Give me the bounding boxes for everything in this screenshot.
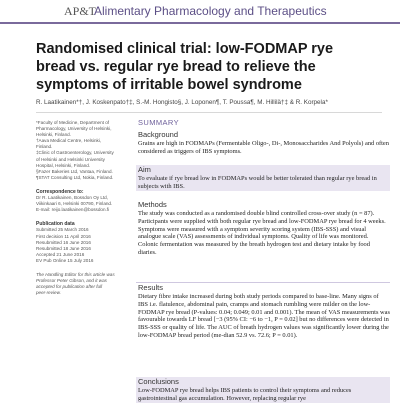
publication-line: First decision 11 April 2016 bbox=[36, 233, 91, 239]
aim-section bbox=[136, 165, 390, 191]
publication-heading: Publication data bbox=[36, 221, 75, 228]
sidebar bbox=[36, 120, 126, 304]
editor-note-line: peer-review. bbox=[36, 290, 61, 296]
methods-text: The study was conducted as a randomised double blind controlled cross-over study (n = 87). Participants were supplied with both regular rye bread and low-FODMAP rye bread for 4 weeks. Symptoms were measured with a symptom severity scoring system (IBS-SSS) and visual analogue scale (VAS) assessments of individual symptoms. Quality of life was monitored. Colonic fermentation was measured by the breath hydrogen test and dietary intake by food diaries. bbox=[138, 210, 386, 256]
affiliation-line: *Faculty of Medicine, Department of bbox=[36, 120, 110, 125]
affiliation-line: Helsinki, Finland. bbox=[36, 132, 71, 138]
results-heading: Results bbox=[138, 283, 164, 292]
affiliation-line: of Helsinki and Helsinki University bbox=[36, 156, 105, 162]
results-section bbox=[136, 282, 390, 340]
affiliation-line: Hospital, Helsinki, Finland. bbox=[36, 162, 91, 168]
results-text: Dietary fibre intake increased during both study periods compared to base-line. Many signs of IBS i.e. flatulence, abdominal pain, cramps and stomach rumbling were milder on the low-FODMAP rye bread (P-values: 0.04; 0.049; 0.01 and 0.001). The mean of VAS measurements was favourable towards LF bread [−3 (95% CI: −6 to −1, P = 0.02] but no differences were detected in IBS-SSS or quality of life. The AUC of breath hydrogen values was significantly lower during the low-FODMAP bread period (me-dian 52.9 vs. 72.6; P = 0.01). bbox=[138, 293, 390, 339]
publication-line: EV Pub Online 15 July 2016 bbox=[36, 257, 94, 263]
editor-note-line: Professor Peter Gibson, and it was bbox=[36, 278, 107, 284]
journal-name: Alimentary Pharmacology and Therapeutics bbox=[94, 4, 327, 18]
background-section bbox=[136, 130, 390, 156]
conclusions-text: Low-FODMAP rye bread helps IBS patients to control their symptoms and reduces gastrointestinal gas accumulation. However, replacing regular rye bbox=[136, 387, 390, 403]
publication-line: Submitted 25 March 2016 bbox=[36, 227, 89, 233]
correspondence-heading: Correspondence to: bbox=[36, 188, 84, 195]
affiliation-line: ‡Clinic of Gastroenterology, University bbox=[36, 150, 114, 156]
correspondence-line: Viikinkaari 6, Helsinki 00790, Finland. bbox=[36, 201, 113, 207]
affiliation-line: ¶STAT Consulting Ltd, Nokia, Finland. bbox=[36, 174, 114, 180]
divider bbox=[36, 112, 382, 113]
correspondence-email[interactable]: E-mail: reijo.laatikainen@bossdon.fi bbox=[36, 207, 110, 213]
background-text: Grains are high in FODMAPs (Fermentable Oligo-, Di-, Monosaccharides And Polyols) and often considered as triggers of IBS symptoms. bbox=[138, 140, 389, 155]
background-heading: Background bbox=[138, 130, 179, 139]
article-title: Randomised clinical trial: low-FODMAP rye bread vs. regular rye bread to relieve the symptoms of irritable bowel syndrome bbox=[36, 41, 334, 93]
affiliation-line: Finland. bbox=[36, 144, 53, 150]
affiliation-line: Pharmacology, University of Helsinki, bbox=[36, 126, 112, 132]
journal-header bbox=[0, 0, 400, 24]
aim-heading: Aim bbox=[136, 165, 390, 175]
correspondence-line: Dr R. Laatikainen, Bossdon Oy Ltd, bbox=[36, 195, 109, 201]
publication-line: Resubmitted 18 June 2016 bbox=[36, 245, 91, 251]
editor-note-line: accepted for publication after full bbox=[36, 284, 103, 290]
aim-text: To evaluate if rye bread low in FODMAPs would be better tolerated than regular rye bread in subjects with IBS. bbox=[136, 175, 390, 191]
publication-data bbox=[36, 221, 126, 264]
publication-line: Accepted 21 June 2016 bbox=[36, 251, 85, 257]
affiliations bbox=[36, 120, 126, 181]
methods-section bbox=[136, 200, 390, 257]
conclusions-section bbox=[136, 377, 390, 403]
editor-note-line: The Handling Editor for this article was bbox=[36, 271, 115, 277]
affiliation-line: †Aava Medical Centre, Helsinki, bbox=[36, 138, 102, 144]
journal-abbreviation: AP&T bbox=[64, 4, 97, 18]
publication-line: Resubmitted 16 June 2016 bbox=[36, 239, 91, 245]
methods-heading: Methods bbox=[138, 200, 167, 209]
conclusions-heading: Conclusions bbox=[136, 377, 390, 387]
summary-heading: SUMMARY bbox=[138, 118, 179, 127]
correspondence bbox=[36, 189, 126, 213]
editor-note bbox=[36, 272, 126, 296]
affiliation-line: §Fazer Bakeries Ltd, Vantaa, Finland. bbox=[36, 168, 113, 174]
article-authors: R. Laatikainen*†, J. Koskenpato†‡, S.-M. Hongisto§, J. Loponen¶, T. Poussa¶, M. Hillilä†‡ & R. Korpela* bbox=[36, 99, 328, 106]
